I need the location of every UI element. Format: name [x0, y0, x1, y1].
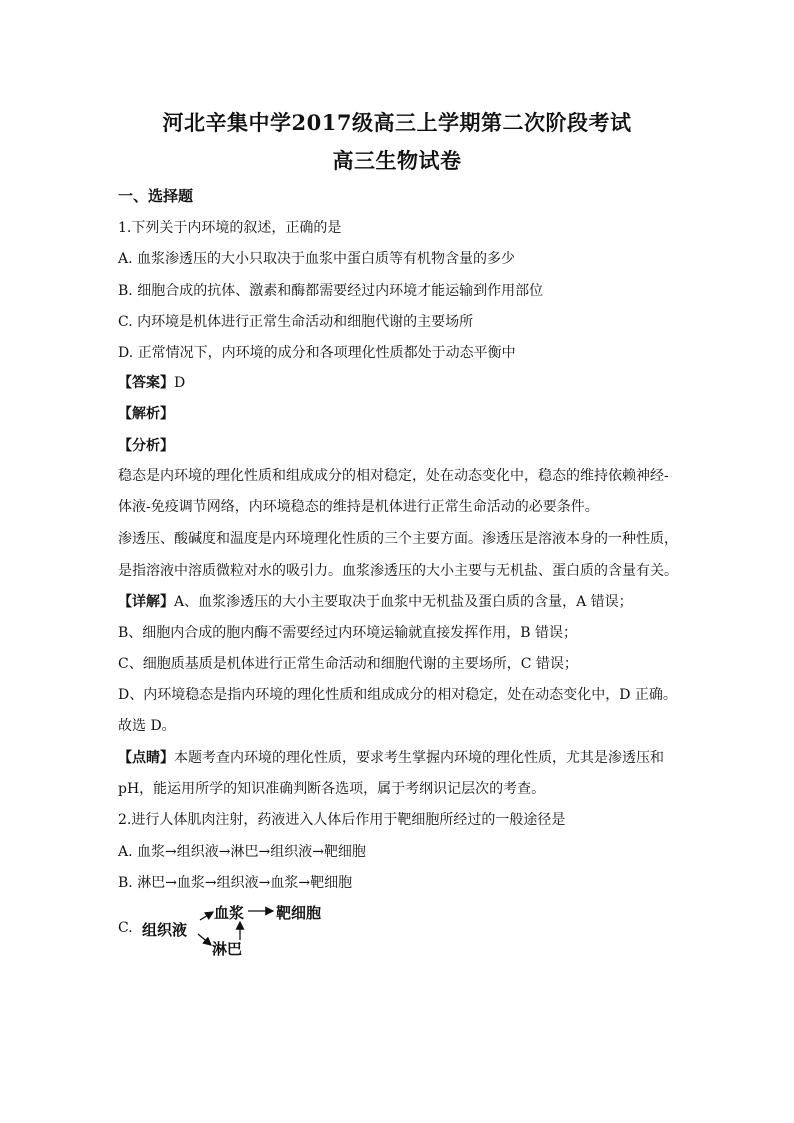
plasma-label: 血浆 [214, 904, 245, 922]
q1-option-b: B. 细胞合成的抗体、激素和酶都需要经过内环境才能运输到作用部位 [118, 283, 544, 299]
dianjing-first-line [118, 748, 664, 768]
dianjing-tag: 【点睛】 [118, 750, 174, 766]
fenxi-line: 体液-免疫调节网络，内环境稳态的维持是机体进行正常生命活动的必要条件。 [118, 499, 599, 515]
q2-option-c-diagram [118, 898, 378, 962]
q2-option-c-label: C. [118, 920, 133, 936]
fenxi-tag: 【分析】 [118, 438, 174, 454]
q1-stem: 1.下列关于内环境的叙述，正确的是 [118, 220, 342, 236]
xiangjie-line: 故选 D。 [118, 718, 176, 734]
xiangjie-line: D、内环境稳态是指内环境的理化性质和组成成分的相对稳定，处在动态变化中，D 正确。 [118, 687, 677, 703]
target-cell-label: 靶细胞 [276, 904, 322, 922]
q1-option-c: C. 内环境是机体进行正常生命活动和细胞代谢的主要场所 [118, 314, 474, 330]
arrow-tissue-to-plasma [200, 912, 213, 920]
arrow-tissue-to-lymph [198, 934, 211, 945]
diagram-arrows [118, 898, 378, 962]
fenxi-line: 是指溶液中溶质微粒对水的吸引力。血浆渗透压的大小主要与无机盐、蛋白质的含量有关。 [118, 563, 678, 579]
xiangjie-line: C、细胞质基质是机体进行正常生命活动和细胞代谢的主要场所，C 错误； [118, 656, 578, 672]
dianjing-line: pH，能运用所学的知识准确判断各选项，属于考纲识记层次的考查。 [118, 781, 546, 797]
q2-option-a: A. 血浆→组织液→淋巴→组织液→靶细胞 [118, 844, 366, 860]
xiangjie-line: B、细胞内合成的胞内酶不需要经过内环境运输就直接发挥作用，B 错误； [118, 625, 578, 641]
tissue-fluid-label: 组织液 [142, 921, 188, 939]
xiangjie-first-line [118, 592, 633, 612]
answer-value: D [174, 375, 186, 391]
fenxi-line: 渗透压、酸碱度和温度是内环境理化性质的三个主要方面。渗透压是溶液本身的一种性质， [118, 531, 678, 547]
fenxi-line: 稳态是内环境的理化性质和组成成分的相对稳定，处在动态变化中，稳态的维持依赖神经- [118, 468, 669, 484]
jiexi-tag: 【解析】 [118, 406, 174, 422]
lymph-label: 淋巴 [212, 940, 243, 958]
q1-option-d: D. 正常情况下，内环境的成分和各项理化性质都处于动态平衡中 [118, 345, 516, 361]
dianjing-text: 本题考查内环境的理化性质，要求考生掌握内环境的理化性质，尤其是渗透压和 [174, 750, 664, 766]
xiangjie-text: A、血浆渗透压的大小主要取决于血浆中无机盐及蛋白质的含量，A 错误； [174, 594, 633, 610]
exam-title: 河北辛集中学2017级高三上学期第二次阶段考试 [162, 110, 632, 135]
q1-answer [118, 373, 185, 393]
xiangjie-tag: 【详解】 [118, 594, 174, 610]
q2-option-b: B. 淋巴→血浆→组织液→血浆→靶细胞 [118, 875, 353, 891]
exam-subtitle: 高三生物试卷 [332, 148, 462, 173]
section-heading: 一、选择题 [118, 187, 194, 205]
q1-option-a: A. 血浆渗透压的大小只取决于血浆中蛋白质等有机物含量的多少 [118, 251, 516, 267]
q2-stem: 2.进行人体肌肉注射，药液进入人体后作用于靶细胞所经过的一般途径是 [118, 812, 566, 828]
answer-tag: 【答案】 [118, 375, 174, 391]
